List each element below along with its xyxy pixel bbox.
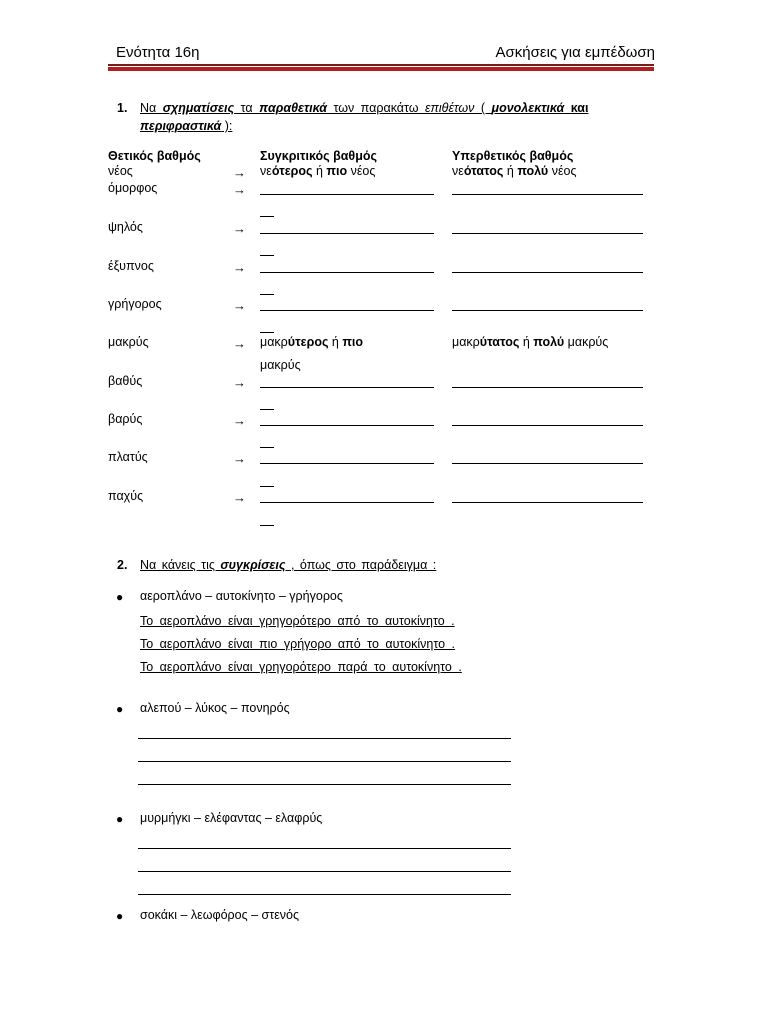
- comparative-answer-line[interactable]: [260, 272, 434, 273]
- arrow-icon: →: [233, 165, 246, 180]
- column-header-positive: Θετικός βαθμός: [108, 149, 201, 163]
- comparison-prompt: αλεπού – λύκος – πονηρός: [140, 701, 290, 715]
- short-answer-line[interactable]: [260, 447, 274, 448]
- superlative-answer-line[interactable]: [452, 387, 643, 388]
- bullet-icon: ●: [116, 590, 124, 604]
- bullet-icon: ●: [116, 909, 124, 923]
- ex-text: μακρ: [452, 335, 480, 349]
- instr-emph: περιφραστικά: [140, 119, 222, 133]
- answer-line[interactable]: [138, 761, 511, 762]
- header-rule-thin: [108, 64, 654, 66]
- short-answer-line[interactable]: [260, 409, 274, 410]
- comparative-answer-line[interactable]: [260, 194, 434, 195]
- instr-bold: και: [570, 101, 589, 115]
- instr-emph: παραθετικά: [259, 101, 327, 115]
- ex-text: ή: [328, 335, 343, 349]
- instr-text: , όπως στο παράδειγμα :: [285, 558, 437, 572]
- ex-bold: πιο: [326, 164, 348, 178]
- superlative-answer-line[interactable]: [452, 233, 643, 234]
- superlative-answer-line[interactable]: [452, 502, 643, 503]
- ex-bold: ύτατος: [479, 335, 520, 349]
- comparative-answer-line[interactable]: [260, 502, 434, 503]
- comparison-prompt: σοκάκι – λεωφόρος – στενός: [140, 908, 299, 922]
- adjective-label: ψηλός: [108, 220, 143, 234]
- adjective-label: όμορφος: [108, 181, 158, 195]
- bullet-icon: ●: [116, 702, 124, 716]
- ex-text: νε: [452, 164, 464, 178]
- ex-bold: ύτερος: [287, 335, 329, 349]
- arrow-icon: →: [233, 182, 246, 197]
- ex-text: νέος: [548, 164, 577, 178]
- comparative-answer-line[interactable]: [260, 310, 434, 311]
- arrow-icon: →: [233, 413, 246, 428]
- superlative-answer-line[interactable]: [452, 425, 643, 426]
- instr-emph: μονολεκτικά: [491, 101, 565, 115]
- adjective-label: γρήγορος: [108, 297, 162, 311]
- exercise-1-number: 1.: [117, 101, 128, 115]
- adjective-label: παχύς: [108, 489, 144, 503]
- exercise-2-instruction: [140, 558, 436, 572]
- exercise-2-number: 2.: [117, 558, 128, 572]
- instr-text: τα: [234, 101, 260, 115]
- answer-line[interactable]: [138, 848, 511, 849]
- short-answer-line[interactable]: [260, 525, 274, 526]
- ex-text: ή: [519, 335, 534, 349]
- instr-text: Να: [140, 101, 163, 115]
- example-answer: Το αεροπλάνο είναι γρηγορότερο παρά το αυτοκίνητο .: [140, 660, 462, 674]
- instr-text: (: [474, 101, 492, 115]
- exercise-1-instruction-line2: [140, 119, 232, 133]
- ex-text: νε: [260, 164, 272, 178]
- ex-bold: ότατος: [463, 164, 504, 178]
- instr-emph: σχηματίσεις: [162, 101, 235, 115]
- adjective-label: μακρύς: [108, 335, 149, 349]
- column-header-superlative: Υπερθετικός βαθμός: [452, 149, 574, 163]
- comparative-answer-line[interactable]: [260, 425, 434, 426]
- superlative-answer-line[interactable]: [452, 194, 643, 195]
- ex-text: μακρύς: [564, 335, 609, 349]
- short-answer-line[interactable]: [260, 216, 274, 217]
- comparative-example-makrys: [260, 335, 363, 349]
- example-answer: Το αεροπλάνο είναι πιο γρήγορο από το αυτοκίνητο .: [140, 637, 456, 651]
- comparative-answer-line[interactable]: [260, 233, 434, 234]
- column-header-comparative: Συγκριτικός βαθμός: [260, 149, 377, 163]
- superlative-example-makrys: [452, 335, 608, 349]
- arrow-icon: →: [233, 451, 246, 466]
- answer-line[interactable]: [138, 738, 511, 739]
- exercise-1-instruction-line1: [140, 101, 654, 115]
- ex-text: νέος: [347, 164, 376, 178]
- adjective-label: βαρύς: [108, 412, 143, 426]
- arrow-icon: →: [233, 375, 246, 390]
- ex-bold: πολύ: [517, 164, 549, 178]
- short-answer-line[interactable]: [260, 255, 274, 256]
- ex-bold: ότερος: [271, 164, 313, 178]
- arrow-icon: →: [233, 490, 246, 505]
- instr-emph: συγκρίσεις: [220, 558, 286, 572]
- header-section-title: Ασκήσεις για εμπέδωση: [495, 44, 655, 61]
- comparative-example: [260, 164, 375, 178]
- example-answer: Το αεροπλάνο είναι γρηγορότερο από το αυτοκίνητο .: [140, 614, 455, 628]
- header-rule-thick: [108, 67, 654, 71]
- arrow-icon: →: [233, 221, 246, 236]
- arrow-icon: →: [233, 336, 246, 351]
- answer-line[interactable]: [138, 894, 511, 895]
- superlative-answer-line[interactable]: [452, 272, 643, 273]
- superlative-answer-line[interactable]: [452, 463, 643, 464]
- instr-text: ):: [221, 119, 233, 133]
- adjective-label: βαθύς: [108, 374, 143, 388]
- arrow-icon: →: [233, 260, 246, 275]
- comparative-example-makrys-cont: μακρύς: [260, 358, 301, 372]
- adjective-label: έξυπνος: [108, 259, 154, 273]
- adjective-neos: νέος: [108, 164, 133, 178]
- short-answer-line[interactable]: [260, 486, 274, 487]
- bullet-icon: ●: [116, 812, 124, 826]
- comparison-prompt: μυρμήγκι – ελέφαντας – ελαφρύς: [140, 811, 323, 825]
- short-answer-line[interactable]: [260, 332, 274, 333]
- comparative-answer-line[interactable]: [260, 463, 434, 464]
- ex-bold: πιο: [342, 335, 364, 349]
- comparative-answer-line[interactable]: [260, 387, 434, 388]
- short-answer-line[interactable]: [260, 294, 274, 295]
- header-unit-title: Ενότητα 16η: [116, 44, 200, 61]
- answer-line[interactable]: [138, 784, 511, 785]
- instr-italic: επιθέτων: [425, 101, 475, 115]
- instr-text: των παρακάτω: [326, 101, 426, 115]
- superlative-example: [452, 164, 577, 178]
- superlative-answer-line[interactable]: [452, 310, 643, 311]
- comparison-prompt: αεροπλάνο – αυτοκίνητο – γρήγορος: [140, 589, 343, 603]
- ex-text: ή: [503, 164, 518, 178]
- answer-line[interactable]: [138, 871, 511, 872]
- arrow-icon: →: [233, 298, 246, 313]
- instr-text: Να κάνεις τις: [140, 558, 221, 572]
- ex-bold: πολύ: [533, 335, 565, 349]
- ex-text: μακρ: [260, 335, 288, 349]
- ex-text: ή: [312, 164, 327, 178]
- adjective-label: πλατύς: [108, 450, 148, 464]
